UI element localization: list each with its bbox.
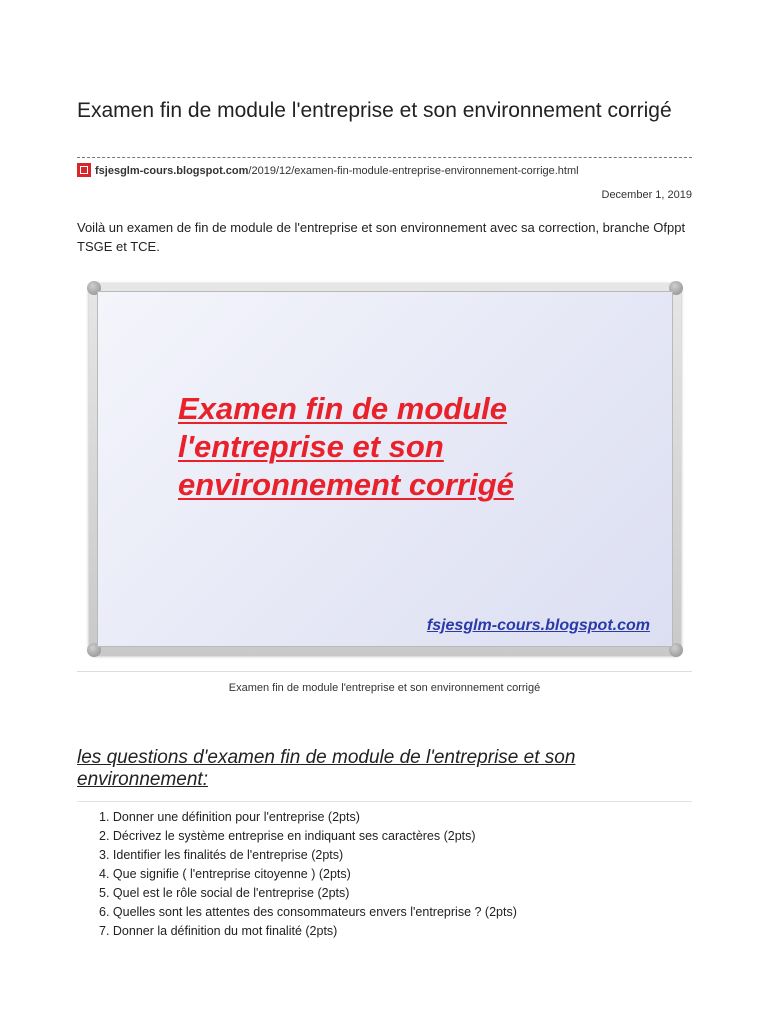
- list-item: 3. Identifier les finalités de l'entreprise (2pts): [99, 848, 344, 862]
- list-item: 2. Décrivez le système entreprise en indiquant ses caractères (2pts): [99, 829, 476, 843]
- intro-paragraph: Voilà un examen de fin de module de l'entreprise et son environnement avec sa correction, branche Ofppt TSGE et TCE.: [77, 220, 686, 254]
- source-path[interactable]: /2019/12/examen-fin-module-entreprise-environnement-corrige.html: [248, 165, 579, 177]
- site-favicon-icon: [77, 163, 91, 177]
- whiteboard-image: [89, 283, 681, 655]
- publish-date: December 1, 2019: [601, 189, 692, 201]
- article-title: Examen fin de module l'entreprise et son environnement corrigé: [77, 99, 672, 122]
- list-item: 5. Quel est le rôle social de l'entreprise (2pts): [99, 886, 350, 900]
- source-domain[interactable]: fsjesglm-cours.blogspot.com: [95, 165, 249, 177]
- board-headline: Examen fin de module l'entreprise et son environnement corrigé: [178, 391, 514, 502]
- title-divider: [77, 157, 692, 158]
- questions-list: [77, 808, 692, 941]
- whiteboard-surface: [97, 291, 673, 647]
- list-item: 7. Donner la définition du mot finalité (2pts): [99, 924, 338, 938]
- caption-divider: [77, 671, 692, 672]
- list-item: 1. Donner une définition pour l'entreprise (2pts): [99, 810, 360, 824]
- section-divider: [77, 801, 692, 802]
- questions-heading: les questions d'examen fin de module de l'entreprise et son environnement:: [77, 747, 576, 790]
- source-link[interactable]: [77, 163, 579, 179]
- image-caption: Examen fin de module l'entreprise et son environnement corrigé: [228, 682, 541, 694]
- whiteboard-frame: [89, 283, 681, 655]
- list-item: 6. Quelles sont les attentes des consommateurs envers l'entreprise ? (2pts): [99, 905, 517, 919]
- list-item: 4. Que signifie ( l'entreprise citoyenne ) (2pts): [99, 867, 351, 881]
- board-site-url: fsjesglm-cours.blogspot.com: [426, 617, 650, 634]
